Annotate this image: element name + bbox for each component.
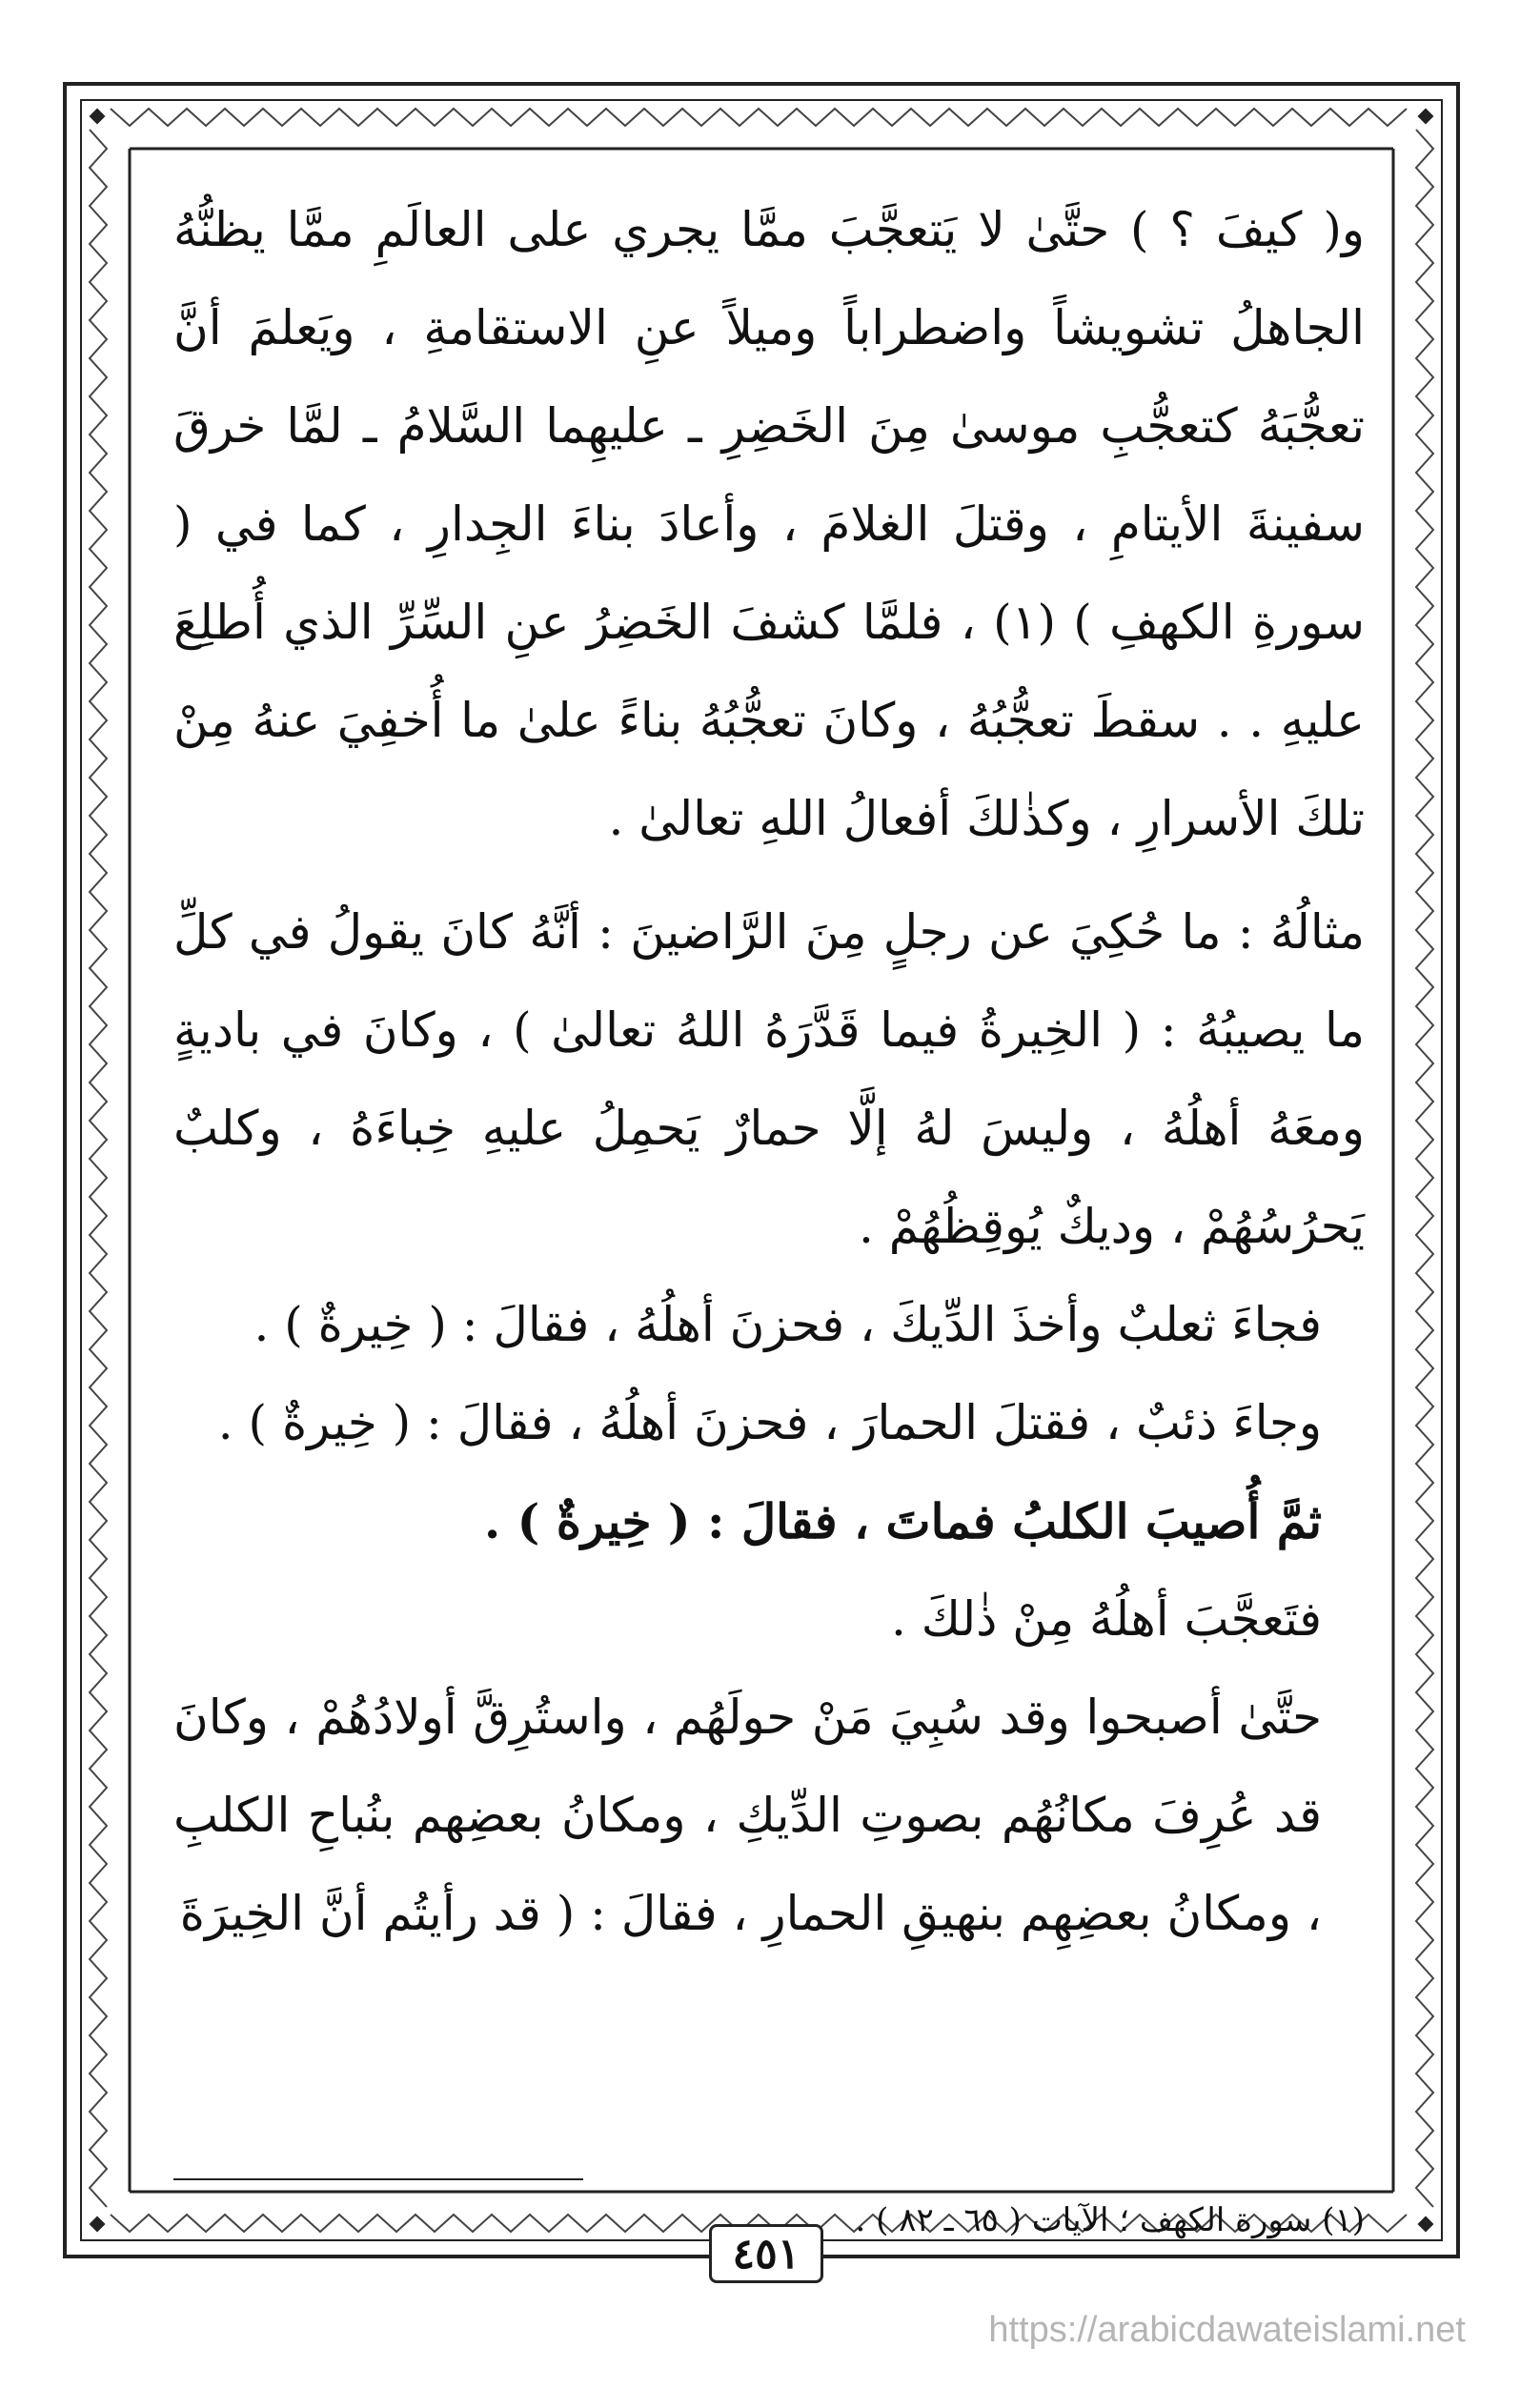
paragraph-4: وجاءَ ذئبٌ ، فقتلَ الحمارَ ، فحزنَ أهلُهُ ، فقالَ : ( خِيرةٌ ) .	[217, 1395, 1322, 1450]
paragraph-5: ثمَّ أُصيبَ الكلبُ فماتَ ، فقالَ : ( خِيرةٌ ) .	[483, 1493, 1322, 1549]
corner-ornament-icon	[1418, 2216, 1434, 2233]
corner-ornament-icon	[90, 109, 106, 125]
paragraph-1: و( كيفَ ؟ ) حتَّىٰ لا يَتعجَّبَ ممَّا يجري على العالَمِ ممَّا يظنُّهُ الجاهلُ تشويشاً واضطراباً وميلاً عنِ الاستقامةِ ، ويَعلمَ أنَّ تعجُّبَهُ كتعجُّبِ موسىٰ مِنَ الخَضِرِ ـ عليهِما السَّلامُ ـ لمَّا خرقَ سفينةَ الأيتامِ ، وقتلَ الغلامَ ، وأعادَ بناءَ الجِدارِ ، كما في ( سورةِ الكهفِ ) (١) ، فلمَّا كشفَ الخَضِرُ عنِ السِّرِّ الذي أُطلِعَ عليهِ . . سقطَ تعجُّبُهُ ، وكانَ تعجُّبُهُ بناءً علىٰ ما أُخفِيَ عنهُ مِنْ تلكَ الأسرارِ ، وكذٰلكَ أفعالُ اللهِ تعالىٰ .	[173, 202, 1365, 846]
watermark-url: https://arabicdawateislami.net	[988, 2310, 1466, 2350]
footnote-rule	[173, 2178, 583, 2180]
corner-ornament-icon	[90, 2216, 106, 2233]
border-zigzag	[1416, 130, 1433, 2207]
footnote: (١) سورة الكهف ؛ الآيات ( ٦٥ ـ ٨٢ ) .	[855, 2201, 1365, 2239]
border-zigzag	[111, 109, 1407, 126]
paragraph-2: مثالُهُ : ما حُكِيَ عن رجلٍ مِنَ الرَّاضينَ : أنَّهُ كانَ يقولُ في كلِّ ما يصيبُهُ : ( الخِيرةُ فيما قَدَّرَهُ اللهُ تعالىٰ ) ، وكانَ في باديةٍ ومعَهُ أهلُهُ ، وليسَ لهُ إلَّا حمارٌ يَحمِلُ عليهِ خِباءَهُ ، وكلبٌ يَحرُسُهُمْ ، وديكٌ يُوقِظُهُمْ .	[173, 904, 1365, 1254]
corner-ornament-icon	[1418, 109, 1434, 125]
border-zigzag	[90, 130, 107, 2207]
paragraph-3: فجاءَ ثعلبٌ وأخذَ الدِّيكَ ، فحزنَ أهلُهُ ، فقالَ : ( خِيرةٌ ) .	[253, 1297, 1322, 1352]
paragraph-7: حتَّىٰ أصبحوا وقد سُبِيَ مَنْ حولَهُم ، واستُرِقَّ أولادُهُمْ ، وكانَ قد عُرِفَ مكانُهُم بصوتِ الدِّيكِ ، ومكانُ بعضِهم بنُباحِ الكلبِ ، ومكانُ بعضِهِم بنهيقِ الحمارِ ، فقالَ : ( قد رأيتُم أنَّ الخِيرَةَ	[173, 1690, 1322, 1941]
paragraph-6: فتَعجَّبَ أهلُهُ مِنْ ذٰلكَ .	[890, 1591, 1322, 1647]
main-text	[173, 181, 1365, 1941]
page-number: ٤٥١	[709, 2224, 823, 2283]
